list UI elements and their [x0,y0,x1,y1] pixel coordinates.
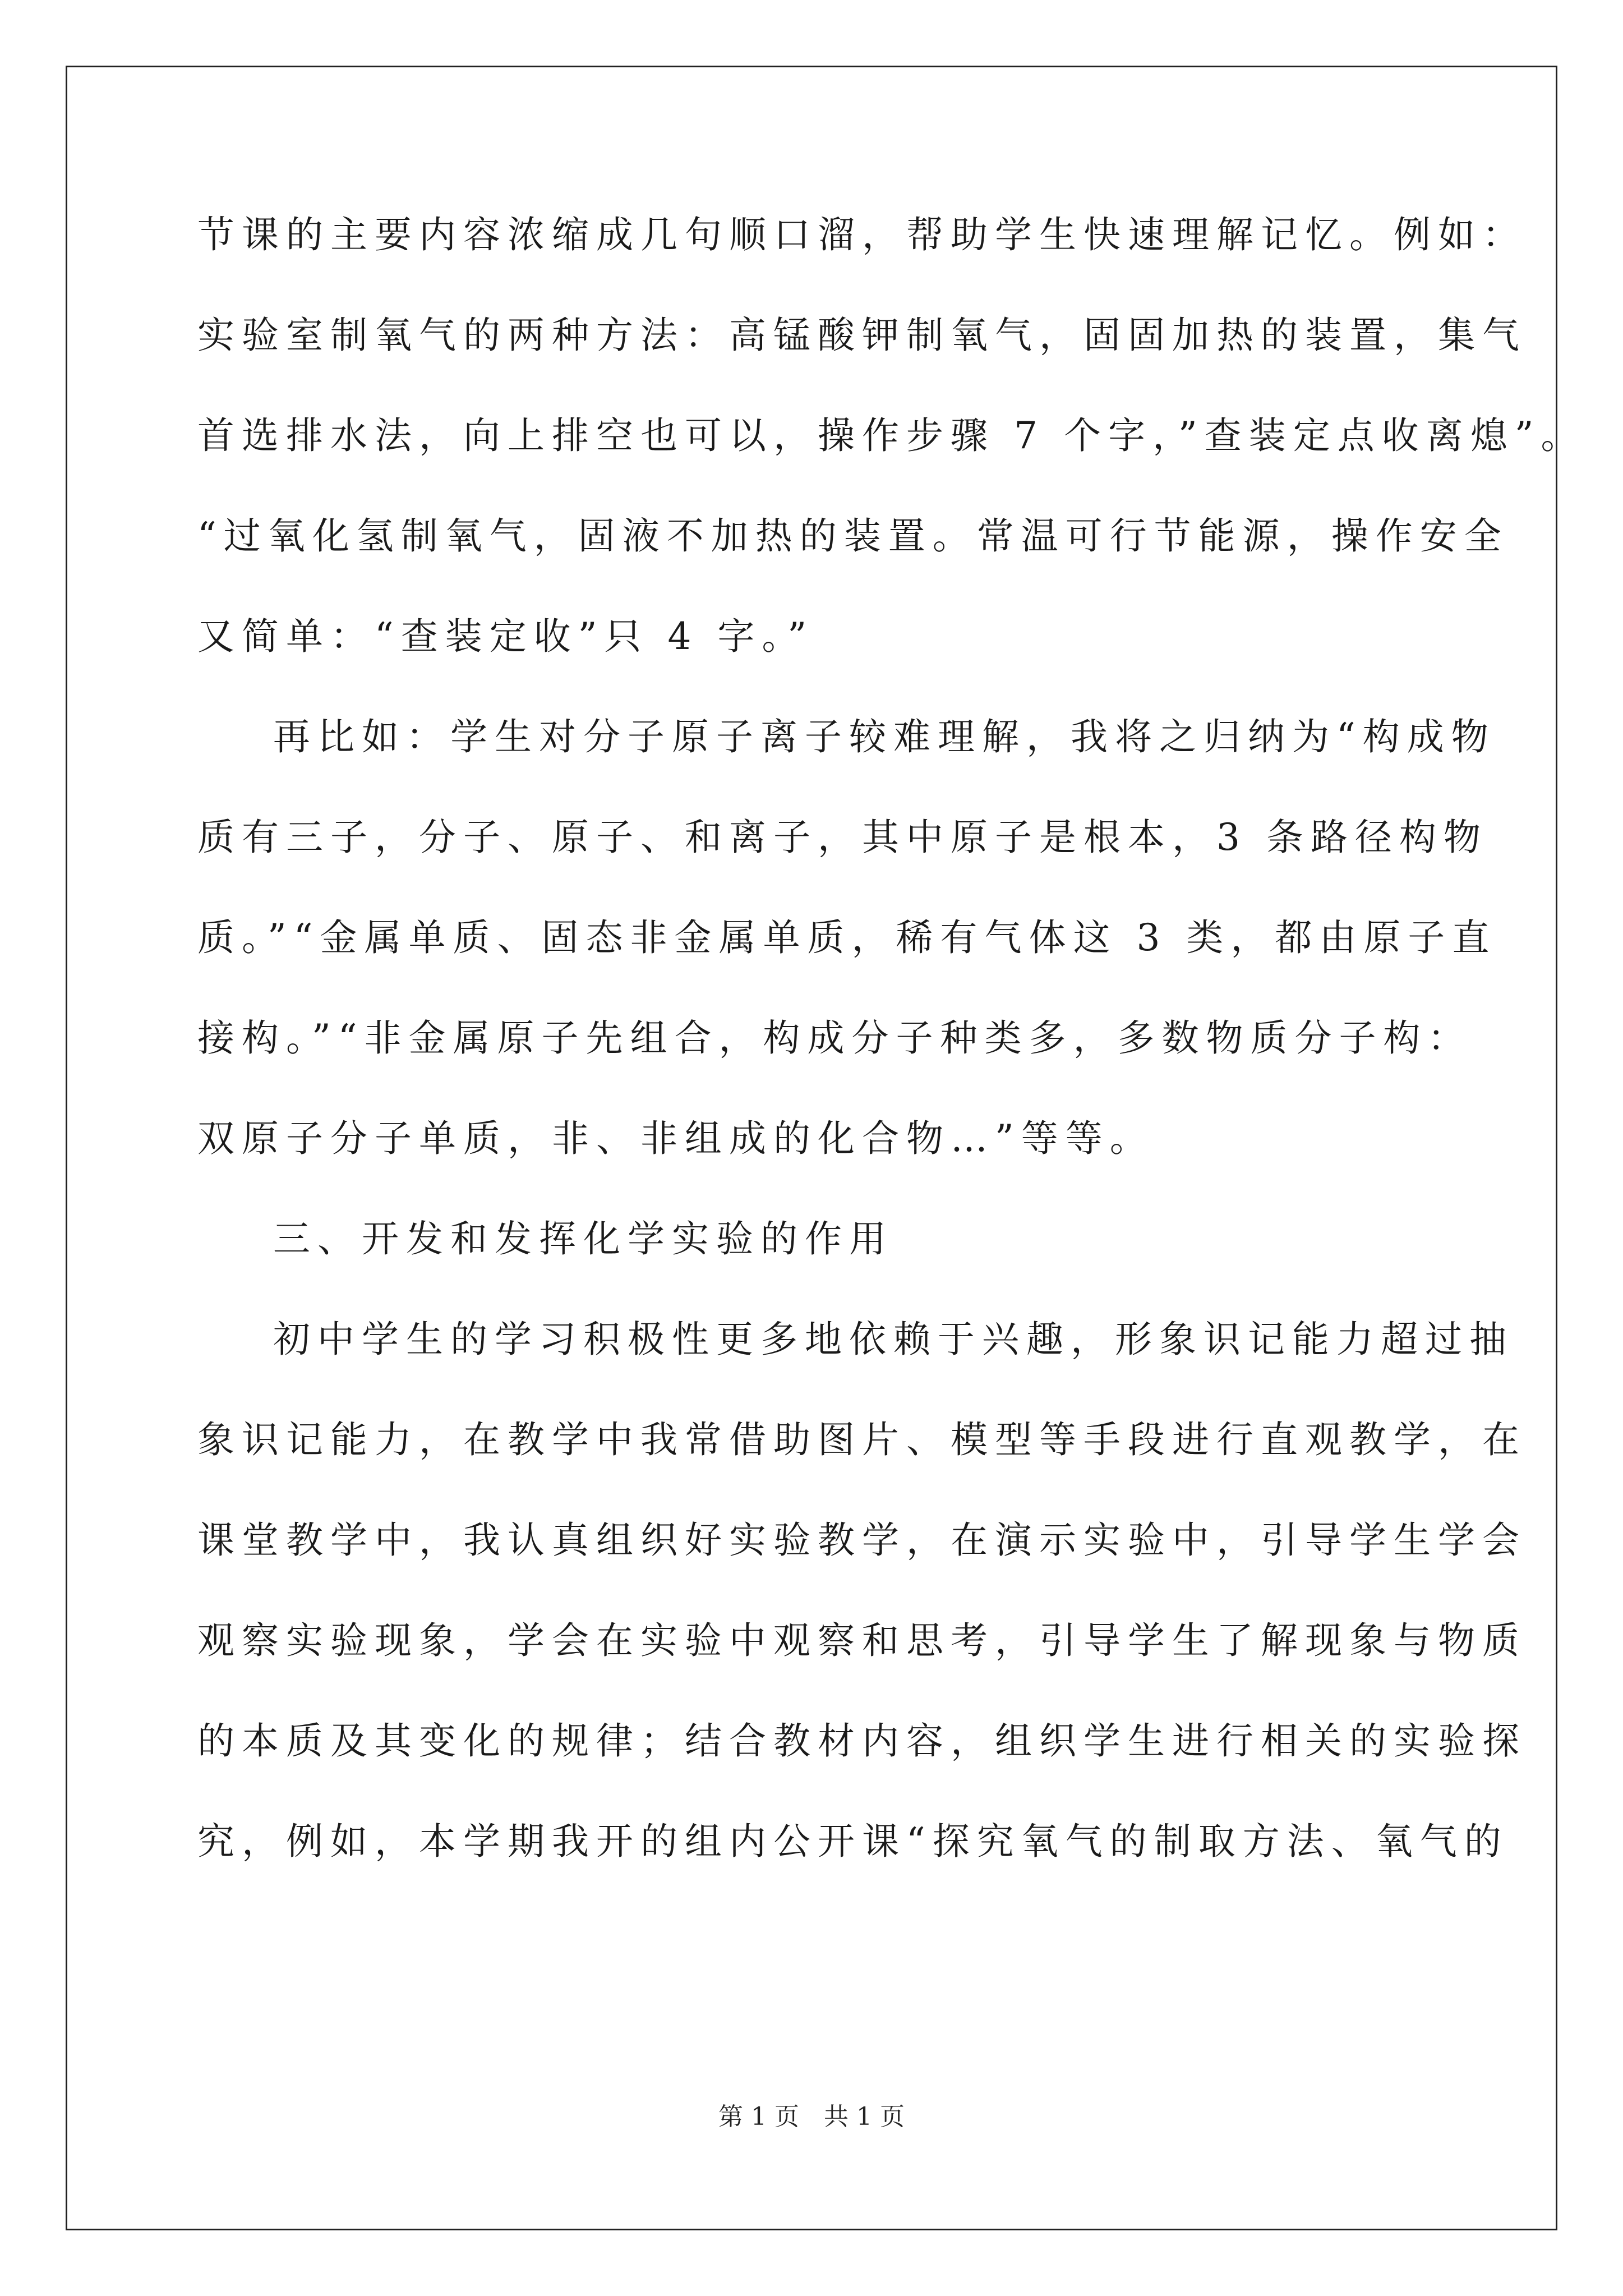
text-line: 又简单：“查装定收”只 4 字。” [197,615,814,658]
text-line: 课堂教学中，我认真组织好实验教学，在演示实验中，引导学生学会 [197,1519,1527,1562]
text-line: 实验室制氧气的两种方法：高锰酸钾制氧气，固固加热的装置，集气 [197,314,1527,357]
text-line: 质。”“金属单质、固态非金属单质，稀有气体这 3 类，都由原子直 [197,916,1497,959]
text-line: 质有三子，分子、原子、和离子，其中原子是根本，3 条路径构物 [197,816,1488,859]
text-line: 接构。”“非金属原子先组合，构成分子种类多，多数物质分子构： [197,1016,1472,1060]
text-line: 双原子分子单质，非、非组成的化合物…”等等。 [197,1117,1154,1160]
text-line: 首选排水法，向上排空也可以，操作步骤 7 个字，”查装定点收离熄”。 [197,414,1585,457]
text-line: 初中学生的学习积极性更多地依赖于兴趣，形象识记能力超过抽 [273,1318,1514,1361]
text-line: 究，例如，本学期我开的组内公开课“探究氧气的制取方法、氧气的 [197,1820,1509,1863]
text-line: 象识记能力，在教学中我常借助图片、模型等手段进行直观教学，在 [197,1418,1527,1461]
text-line: 再比如：学生对分子原子离子较难理解，我将之归纳为“构成物 [273,715,1496,758]
text-line: 的本质及其变化的规律；结合教材内容，组织学生进行相关的实验探 [197,1719,1527,1763]
text-line: 节课的主要内容浓缩成几句顺口溜，帮助学生快速理解记忆。例如： [197,213,1527,256]
text-line: “过氧化氢制氧气，固液不加热的装置。常温可行节能源，操作安全 [197,514,1509,558]
document-body [197,213,1585,1924]
page-number: 第 1 页 共 1 页 [718,2102,905,2131]
text-line: 观察实验现象，学会在实验中观察和思考，引导学生了解现象与物质 [197,1619,1527,1662]
section-heading: 三、开发和发挥化学实验的作用 [273,1217,893,1260]
